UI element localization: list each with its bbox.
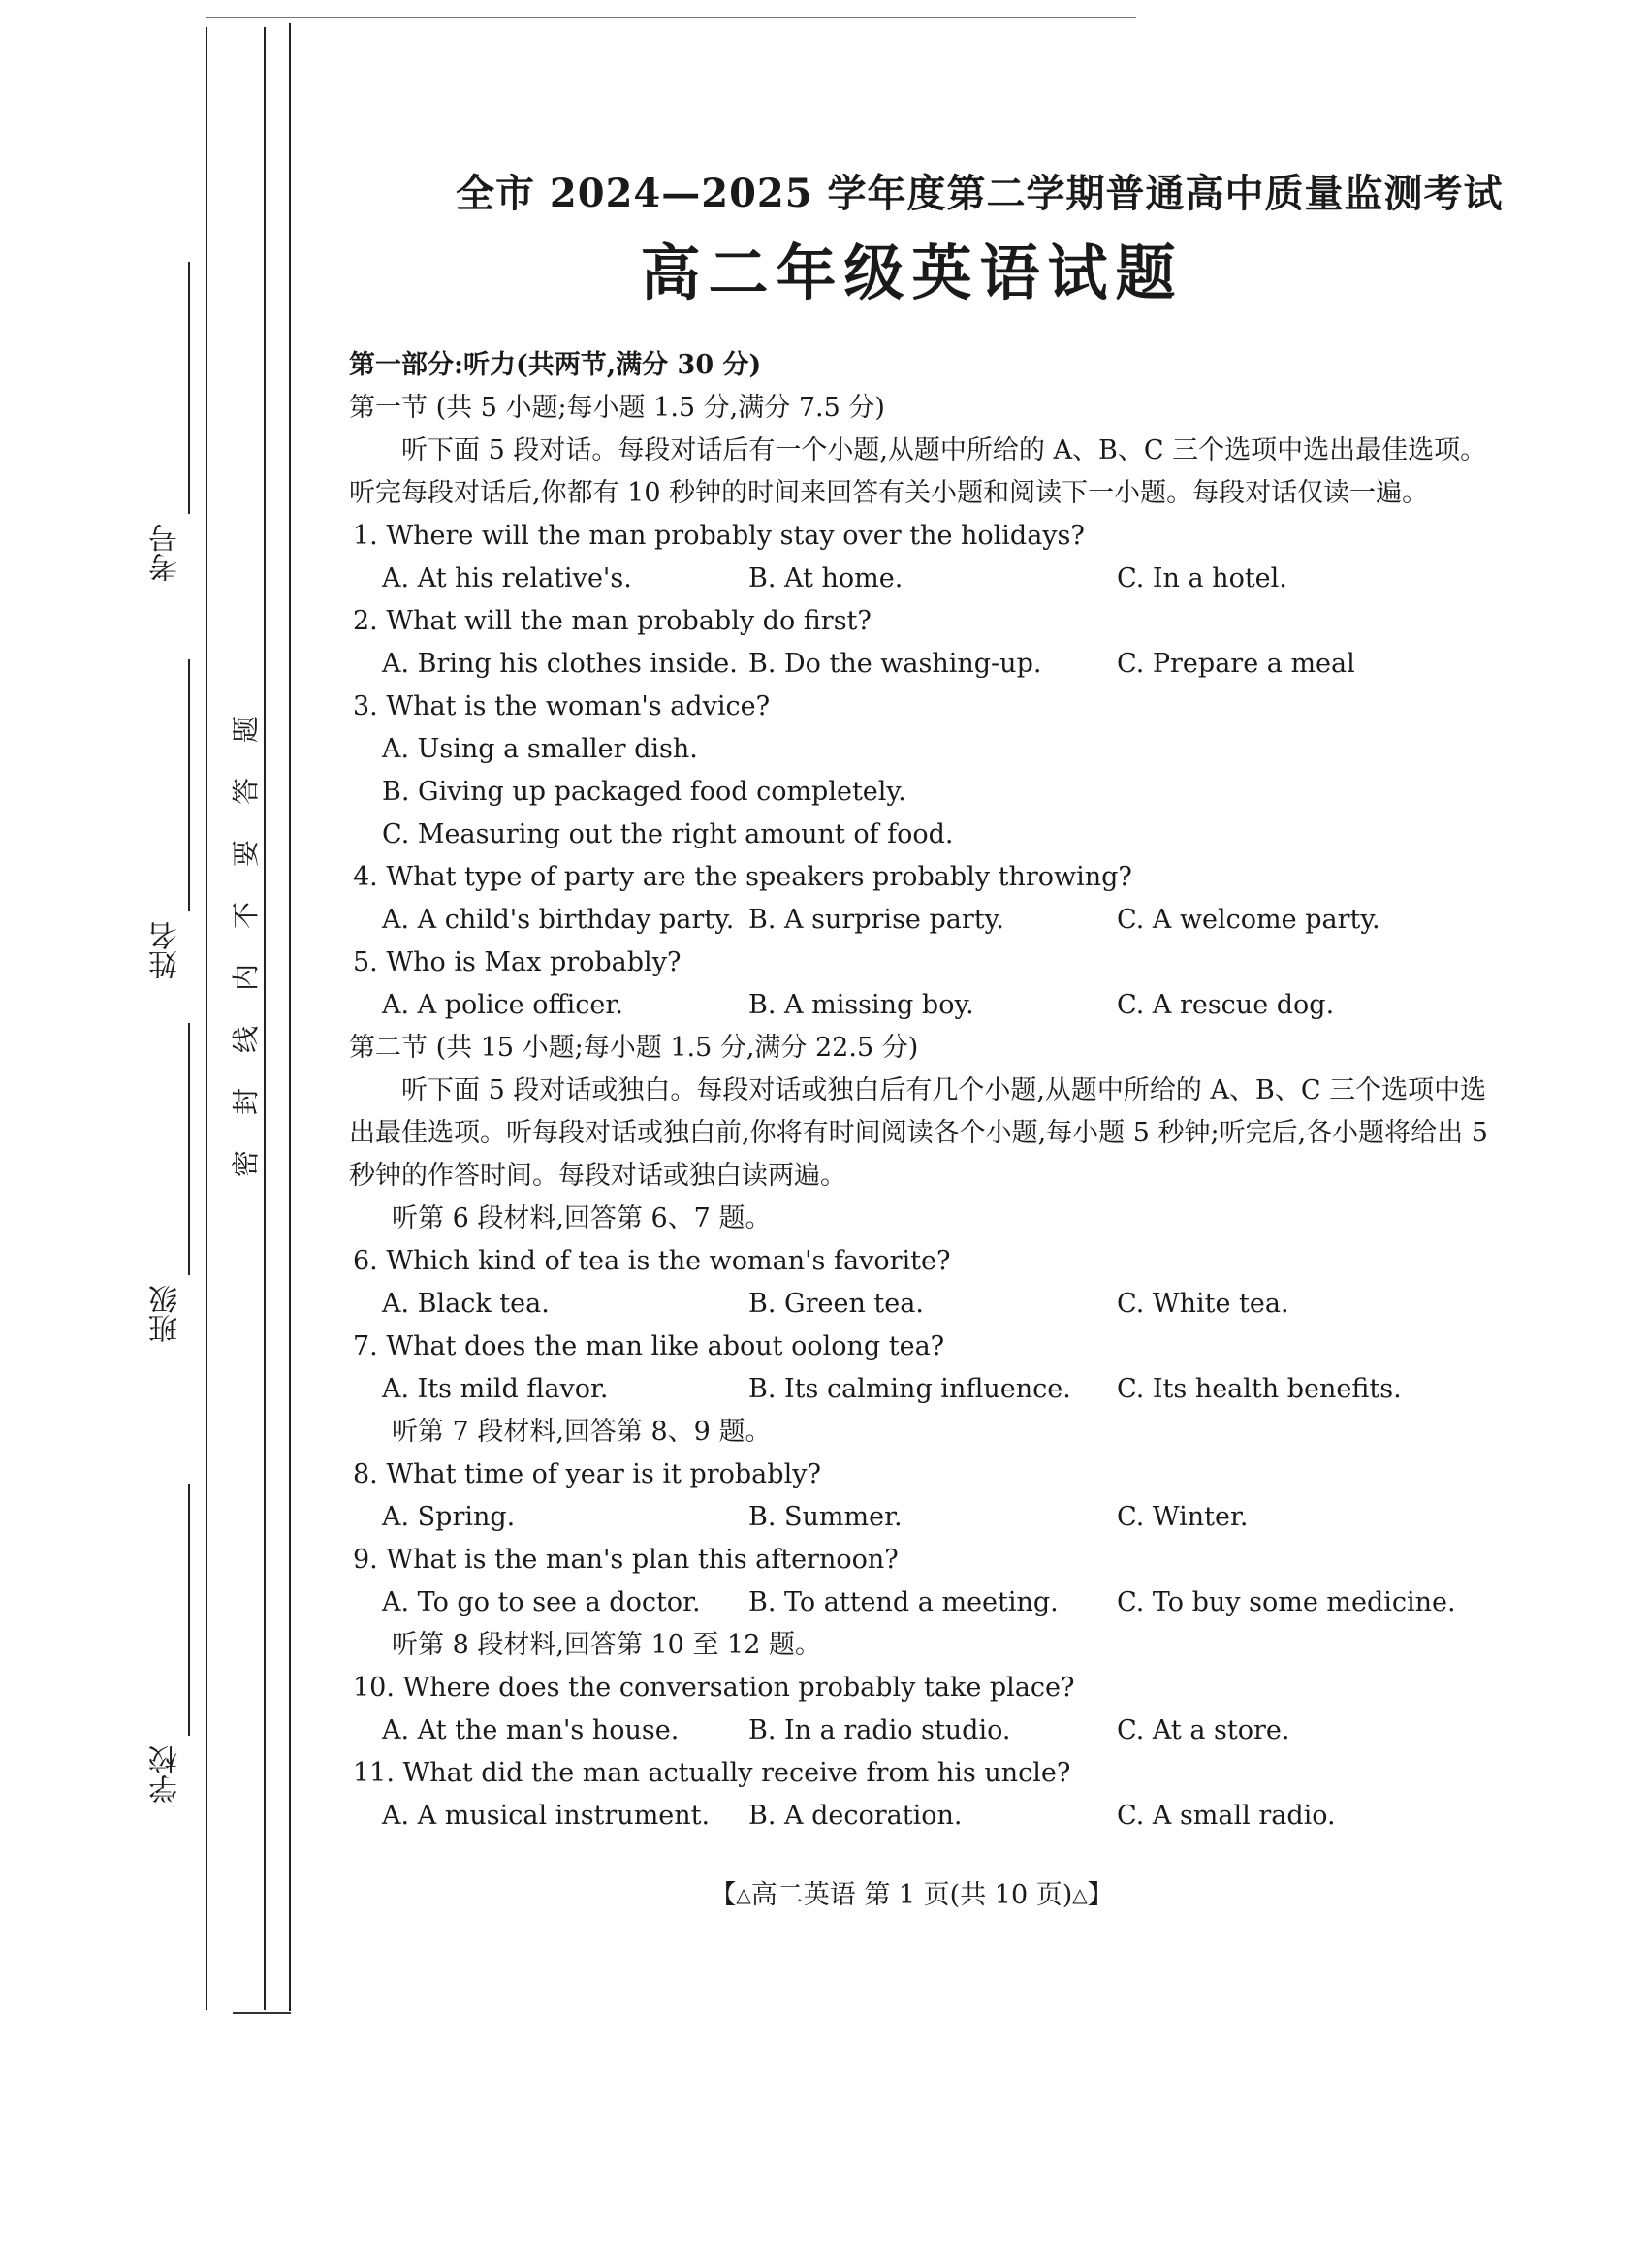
- question-stem: 2. What will the man probably do first?: [353, 606, 872, 636]
- seal-char: 答: [230, 778, 262, 806]
- exam-title: 全市 2024—2025 学年度第二学期普通高中质量监测考试: [456, 171, 1504, 216]
- option-c[interactable]: C. Its health benefits.: [1117, 1374, 1402, 1404]
- question-stem: 10. Where does the conversation probably take place?: [353, 1673, 1075, 1703]
- seal-char: 不: [230, 902, 262, 930]
- question-8: [349, 1453, 1512, 1539]
- question-stem: 7. What does the man like about oolong tea?: [353, 1331, 945, 1361]
- bottom-rule: [233, 2012, 291, 2014]
- options-row: [382, 899, 1512, 942]
- option-a[interactable]: A. A musical instrument.: [382, 1801, 711, 1831]
- options-row: [382, 1795, 1512, 1837]
- options-row: [382, 1283, 1512, 1326]
- option-c[interactable]: C. A rescue dog.: [1117, 990, 1335, 1020]
- question-stem: 6. Which kind of tea is the woman's favorite?: [353, 1246, 951, 1276]
- question-stem: 9. What is the man's plan this afternoon?: [353, 1545, 899, 1575]
- option-b[interactable]: B. In a radio studio.: [748, 1715, 1011, 1745]
- option-a[interactable]: A. Its mild flavor.: [382, 1374, 609, 1404]
- triangle-logo-icon: △: [736, 1883, 751, 1906]
- field-blank[interactable]: [188, 1023, 190, 1275]
- options-row: [382, 558, 1512, 600]
- question-10: [349, 1667, 1512, 1752]
- seal-line-notice: [230, 698, 275, 1195]
- field-label: 考号: [149, 524, 183, 582]
- option-a[interactable]: A. At the man's house.: [382, 1715, 680, 1745]
- option-c[interactable]: C. Winter.: [1117, 1502, 1249, 1532]
- field-label: 班级: [149, 1285, 183, 1343]
- question-stem: 8. What time of year is it probably?: [353, 1459, 821, 1489]
- exam-subtitle: 高二年级英语试题: [640, 238, 1184, 308]
- option-a[interactable]: A. Using a smaller dish.: [382, 734, 698, 764]
- option-c[interactable]: C. At a store.: [1117, 1715, 1290, 1745]
- section1-title: 第一节 (共 5 小题;每小题 1.5 分,满分 7.5 分): [349, 393, 885, 423]
- option-c[interactable]: C. Measuring out the right amount of food.: [382, 819, 954, 849]
- options-row: [382, 643, 1512, 686]
- option-c[interactable]: C. A welcome party.: [1117, 905, 1380, 935]
- exam-content: [349, 344, 1512, 1837]
- triangle-logo-icon: △: [1072, 1883, 1088, 1906]
- options-row: [382, 1581, 1512, 1624]
- section1-instructions: 听下面 5 段对话。每段对话后有一个小题,从题中所给的 A、B、C 三个选项中选出最佳选项。听完每段对话后,你都有 10 秒钟的时间来回答有关小题和阅读下一小题。每段对话仅读一遍。: [349, 435, 1487, 508]
- field-label: 姓名: [149, 921, 183, 979]
- page-footer: [0, 1873, 1649, 1911]
- question-4: [349, 856, 1512, 942]
- seal-char: 要: [230, 840, 262, 868]
- option-b[interactable]: B. Summer.: [748, 1502, 903, 1532]
- option-b[interactable]: B. Do the washing-up.: [748, 649, 1042, 679]
- option-c[interactable]: C. To buy some medicine.: [1117, 1587, 1456, 1617]
- binding-line-right: [289, 23, 291, 2011]
- question-9: [349, 1539, 1512, 1624]
- option-b[interactable]: B. A surprise party.: [748, 905, 1004, 935]
- option-a[interactable]: A. A child's birthday party.: [382, 905, 735, 935]
- question-stem: 4. What type of party are the speakers probably throwing?: [353, 862, 1132, 892]
- field-label: 学校: [149, 1745, 183, 1804]
- material-lead: 听第 8 段材料,回答第 10 至 12 题。: [392, 1630, 821, 1660]
- option-a[interactable]: A. At his relative's.: [382, 563, 632, 593]
- option-a[interactable]: A. To go to see a doctor.: [382, 1587, 701, 1617]
- option-b[interactable]: B. To attend a meeting.: [748, 1587, 1059, 1617]
- material-lead: 听第 6 段材料,回答第 6、7 题。: [392, 1203, 772, 1233]
- binding-margin: [0, 0, 301, 2268]
- options-row: [382, 1709, 1512, 1752]
- options-row: [382, 984, 1512, 1027]
- option-c[interactable]: C. White tea.: [1117, 1289, 1289, 1319]
- bracket-left: 【: [710, 1880, 737, 1910]
- material-lead: 听第 7 段材料,回答第 8、9 题。: [392, 1417, 772, 1447]
- top-rule: [206, 17, 1136, 18]
- option-a[interactable]: A. Spring.: [382, 1502, 516, 1532]
- field-blank[interactable]: [188, 659, 190, 911]
- option-c[interactable]: C. A small radio.: [1117, 1801, 1336, 1831]
- question-11: [349, 1752, 1512, 1837]
- section2-title: 第二节 (共 15 小题;每小题 1.5 分,满分 22.5 分): [349, 1033, 919, 1063]
- bracket-right: 】: [1087, 1880, 1114, 1910]
- options-row: [382, 1368, 1512, 1411]
- seal-char: 封: [230, 1088, 262, 1116]
- question-6: [349, 1240, 1512, 1326]
- question-7: [349, 1326, 1512, 1411]
- question-stem: 5. Who is Max probably?: [353, 947, 682, 977]
- seal-char: 内: [230, 964, 262, 992]
- option-b[interactable]: B. At home.: [748, 563, 904, 593]
- footer-text: 高二英语 第 1 页(共 10 页): [750, 1880, 1073, 1910]
- question-5: [349, 942, 1512, 1027]
- option-a[interactable]: A. A police officer.: [382, 990, 623, 1020]
- option-b[interactable]: B. A decoration.: [748, 1801, 963, 1831]
- field-blank[interactable]: [188, 1484, 190, 1736]
- part1-title: 第一部分:听力(共两节,满分 30 分): [349, 350, 762, 380]
- option-b[interactable]: B. Giving up packaged food completely.: [382, 777, 906, 807]
- question-3: [349, 686, 1512, 856]
- option-a[interactable]: A. Black tea.: [382, 1289, 550, 1319]
- question-2: [349, 600, 1512, 686]
- section2-instructions: 听下面 5 段对话或独白。每段对话或独白后有几个小题,从题中所给的 A、B、C 三个选项中选出最佳选项。听每段对话或独白前,你将有时间阅读各个小题,每小题 5 秒钟;听完后,各小题将给出 5 秒钟的作答时间。每段对话或独白读两遍。: [349, 1075, 1488, 1191]
- question-stem: 11. What did the man actually receive from his uncle?: [353, 1758, 1071, 1788]
- options-row: [382, 1496, 1512, 1539]
- option-a[interactable]: A. Bring his clothes inside.: [382, 649, 738, 679]
- option-b[interactable]: B. A missing boy.: [748, 990, 974, 1020]
- question-stem: 3. What is the woman's advice?: [353, 691, 771, 721]
- binding-line-outer: [206, 27, 207, 2010]
- option-c[interactable]: C. In a hotel.: [1117, 563, 1287, 593]
- question-1: [349, 515, 1512, 600]
- seal-char: 题: [230, 716, 262, 744]
- question-stem: 1. Where will the man probably stay over the holidays?: [353, 521, 1085, 551]
- option-c[interactable]: C. Prepare a meal: [1117, 649, 1355, 679]
- option-b[interactable]: B. Green tea.: [748, 1289, 924, 1319]
- seal-char: 密: [230, 1150, 262, 1178]
- option-b[interactable]: B. Its calming influence.: [748, 1374, 1071, 1404]
- seal-char: 线: [230, 1026, 262, 1054]
